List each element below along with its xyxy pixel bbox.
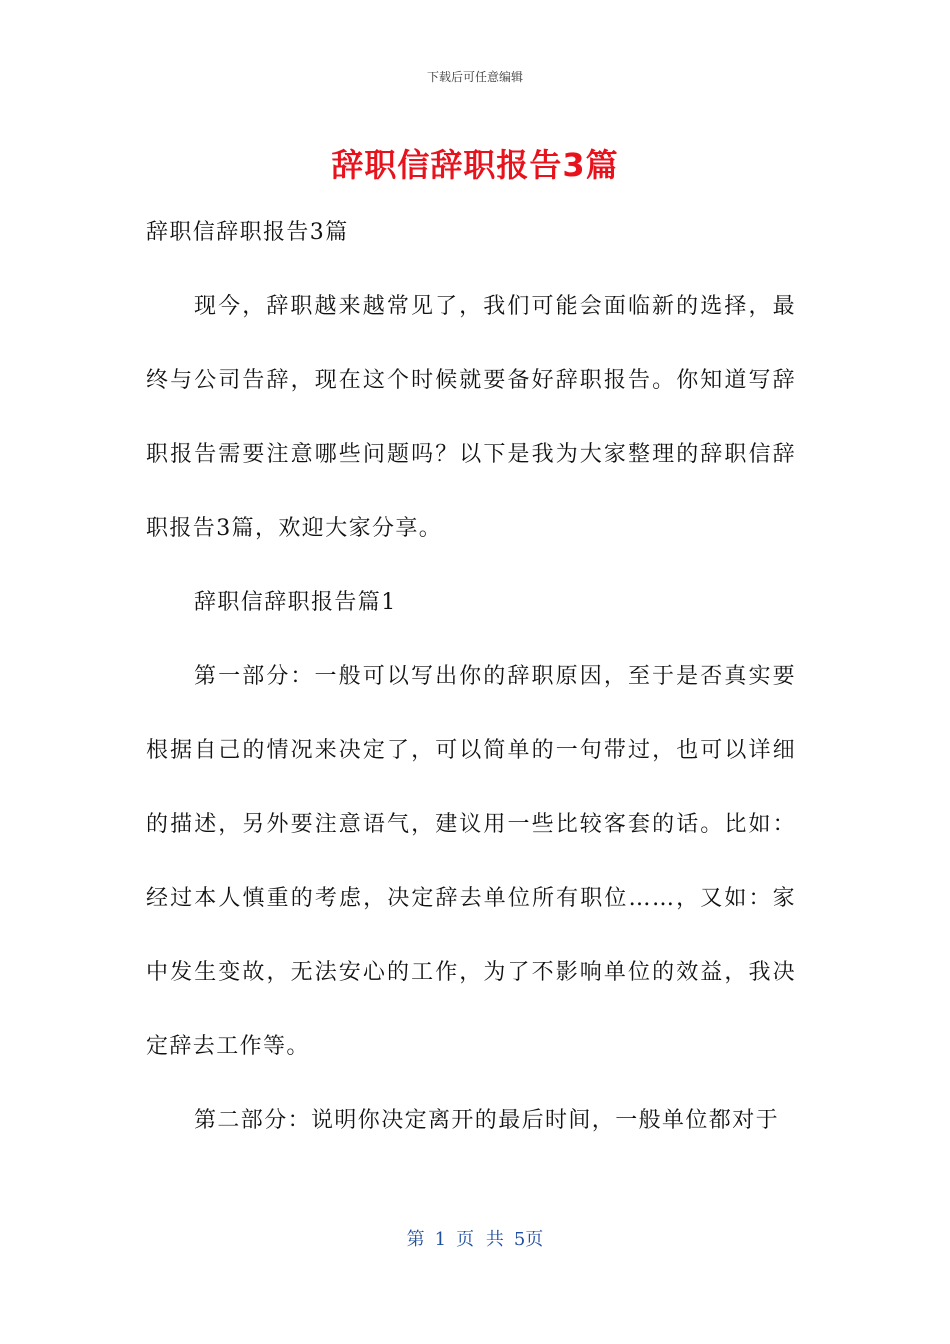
footer-page-label: 第	[406, 1229, 425, 1250]
header-note: 下载后可任意编辑	[426, 70, 523, 84]
subtitle-line: 辞职信辞职报告3篇	[146, 220, 349, 245]
paragraph-part-one: 第一部分：一般可以写出你的辞职原因，至于是否真实要根据自己的情况来决定了，可以简单的一句带过，也可以详细的描述，另外要注意语气，建议用一些比较客套的话。比如：经过本人慎重的考虑，决定辞去单位所有职位……，又如：家中发生变故，无法安心的工作，为了不影响单位的效益，我决定辞去工作等。	[146, 664, 796, 1059]
page-footer	[0, 1225, 950, 1251]
section-heading: 辞职信辞职报告篇1	[194, 590, 397, 615]
document-title: 辞职信辞职报告3篇	[331, 146, 619, 184]
paragraph-intro: 现今，辞职越来越常见了，我们可能会面临新的选择，最终与公司告辞，现在这个时候就要备好辞职报告。你知道写辞职报告需要注意哪些问题吗？以下是我为大家整理的辞职信辞职报告3篇，欢迎大家分享。	[146, 294, 796, 541]
footer-current-page: 1	[434, 1229, 447, 1250]
paragraph-part-two: 第二部分：说明你决定离开的最后时间，一般单位都对于	[194, 1108, 780, 1133]
footer-of-label: 页 共	[456, 1229, 504, 1250]
document-body	[146, 196, 796, 1158]
footer-total-pages: 5页	[513, 1229, 544, 1250]
